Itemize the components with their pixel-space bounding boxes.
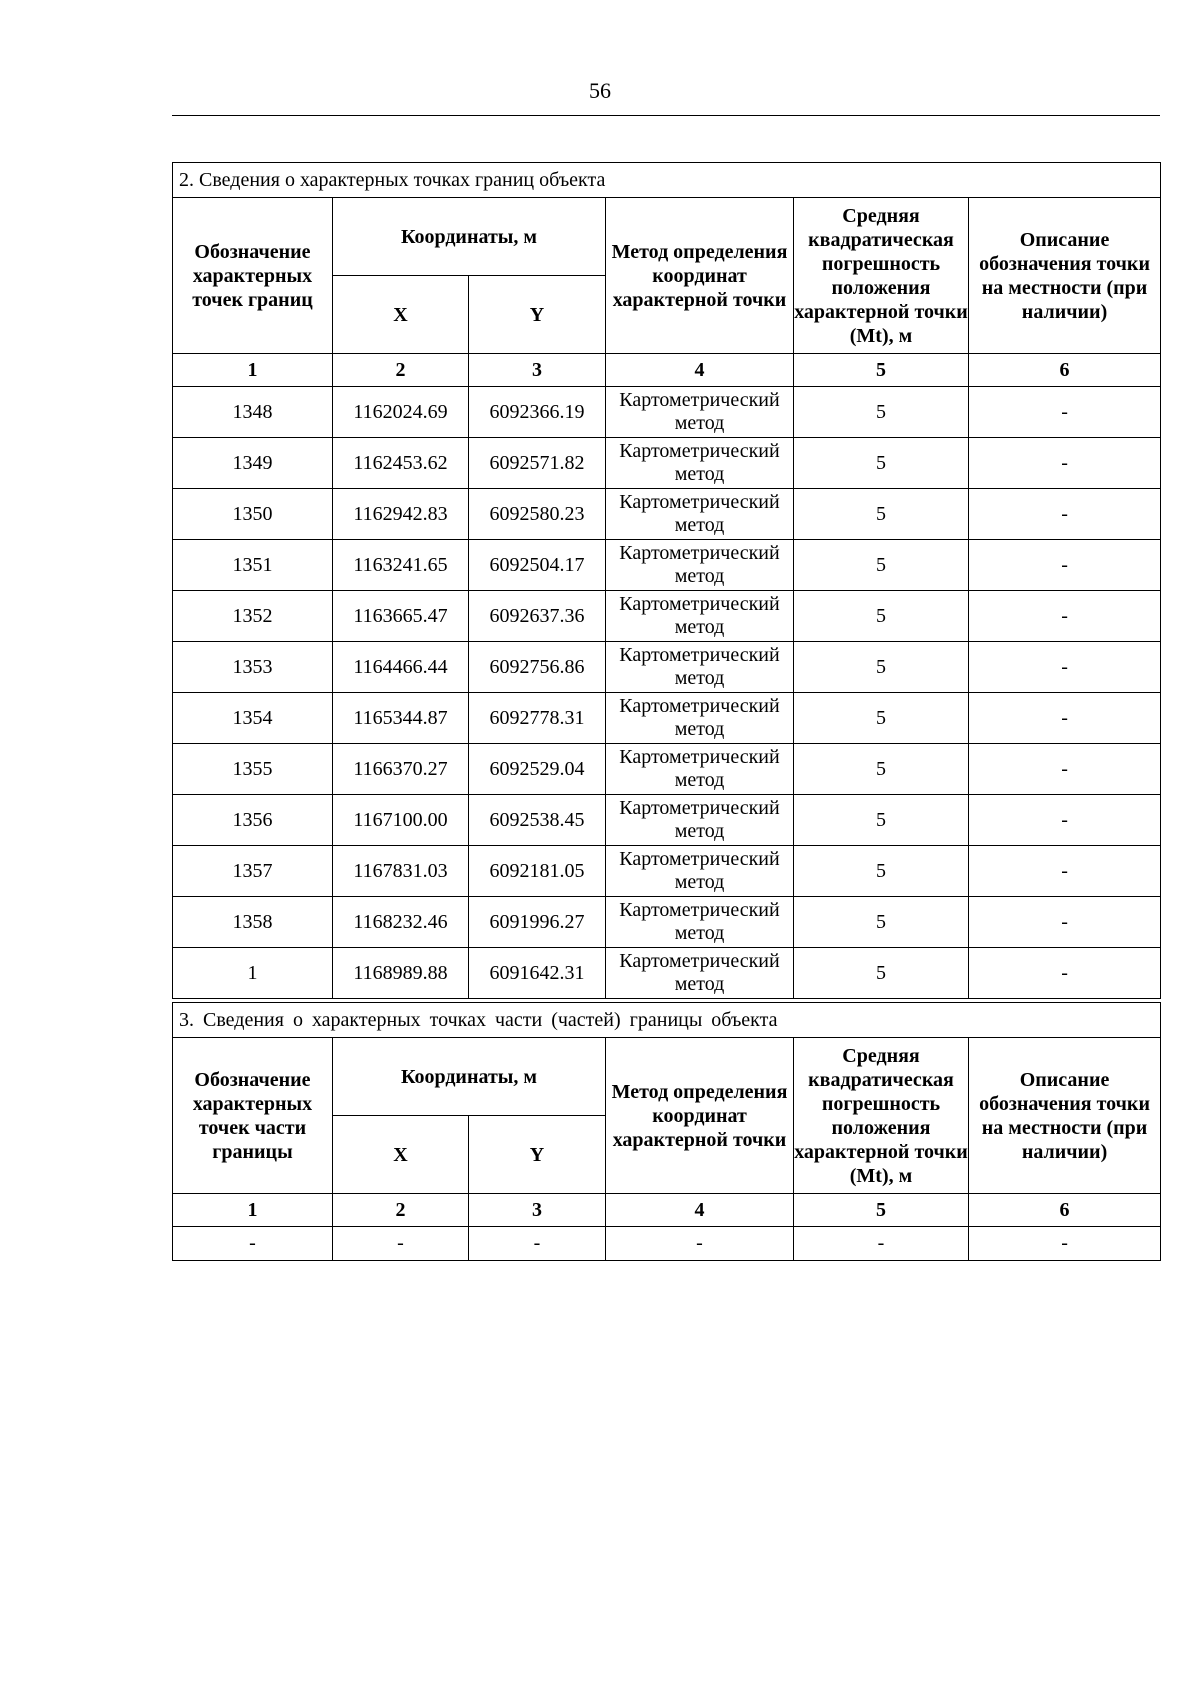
method-cell — [606, 438, 794, 489]
header-x: X — [333, 276, 469, 354]
x-cell: 1164466.44 — [333, 642, 469, 693]
x-cell: 1162453.62 — [333, 438, 469, 489]
header-error: Средняя квадратическая погрешность положения характерной точки (Mt), м — [794, 198, 969, 354]
error-cell: 5 — [794, 387, 969, 438]
header-coordinates: Координаты, м — [333, 198, 606, 276]
description-cell: - — [969, 1227, 1161, 1261]
x-cell: 1163665.47 — [333, 591, 469, 642]
point-cell: 1 — [173, 948, 333, 999]
x-cell: 1163241.65 — [333, 540, 469, 591]
method-cell: - — [606, 1227, 794, 1261]
header-y: Y — [469, 276, 606, 354]
description-cell: - — [969, 591, 1161, 642]
section-3-title-row — [173, 1003, 1161, 1038]
table-row — [173, 642, 1161, 693]
x-cell: 1166370.27 — [333, 744, 469, 795]
method-line-2: метод — [674, 718, 725, 740]
y-cell: 6091642.31 — [469, 948, 606, 999]
table-row — [173, 1227, 1161, 1261]
table-row — [173, 693, 1161, 744]
table-row — [173, 489, 1161, 540]
method-cell — [606, 744, 794, 795]
method-line-1: Картометрический — [619, 848, 780, 870]
method-line-1: Картометрический — [619, 797, 780, 819]
section-2-column-numbers — [173, 354, 1161, 387]
method-line-1: Картометрический — [619, 899, 780, 921]
description-cell: - — [969, 897, 1161, 948]
x-cell: 1162942.83 — [333, 489, 469, 540]
header-designation: Обозначение характерных точек части границы — [173, 1038, 333, 1194]
method-line-2: метод — [674, 514, 725, 536]
y-cell: 6092637.36 — [469, 591, 606, 642]
error-cell: 5 — [794, 744, 969, 795]
table-row — [173, 438, 1161, 489]
point-cell: 1350 — [173, 489, 333, 540]
method-line-2: метод — [674, 463, 725, 485]
header-error: Средняя квадратическая погрешность положения характерной точки (Mt), м — [794, 1038, 969, 1194]
method-line-1: Картометрический — [619, 593, 780, 615]
column-number: 2 — [333, 354, 469, 387]
section-2-table — [172, 162, 1161, 999]
section-3-column-numbers — [173, 1194, 1161, 1227]
method-cell — [606, 387, 794, 438]
error-cell: 5 — [794, 846, 969, 897]
method-line-1: Картометрический — [619, 746, 780, 768]
description-cell: - — [969, 489, 1161, 540]
point-cell: 1349 — [173, 438, 333, 489]
column-number: 2 — [333, 1194, 469, 1227]
header-method: Метод определения координат характерной точки — [606, 198, 794, 354]
description-cell: - — [969, 846, 1161, 897]
method-cell — [606, 642, 794, 693]
header-method: Метод определения координат характерной точки — [606, 1038, 794, 1194]
x-cell: 1165344.87 — [333, 693, 469, 744]
method-line-1: Картометрический — [619, 440, 780, 462]
description-cell: - — [969, 642, 1161, 693]
method-line-1: Картометрический — [619, 491, 780, 513]
x-cell: 1168232.46 — [333, 897, 469, 948]
method-line-1: Картометрический — [619, 950, 780, 972]
method-line-1: Картометрический — [619, 644, 780, 666]
description-cell: - — [969, 387, 1161, 438]
header-description: Описание обозначения точки на местности (при наличии) — [969, 1038, 1161, 1194]
description-cell: - — [969, 744, 1161, 795]
y-cell: 6092504.17 — [469, 540, 606, 591]
error-cell: - — [794, 1227, 969, 1261]
y-cell: 6092571.82 — [469, 438, 606, 489]
table-row — [173, 540, 1161, 591]
y-cell: 6092778.31 — [469, 693, 606, 744]
point-cell: 1355 — [173, 744, 333, 795]
error-cell: 5 — [794, 540, 969, 591]
table-row — [173, 387, 1161, 438]
method-line-2: метод — [674, 616, 725, 638]
method-cell — [606, 846, 794, 897]
method-line-2: метод — [674, 922, 725, 944]
table-row — [173, 744, 1161, 795]
method-line-2: метод — [674, 769, 725, 791]
y-cell: 6092366.19 — [469, 387, 606, 438]
method-cell — [606, 948, 794, 999]
y-cell: 6091996.27 — [469, 897, 606, 948]
x-cell: 1167831.03 — [333, 846, 469, 897]
page-number: 56 — [589, 78, 611, 103]
column-number: 5 — [794, 1194, 969, 1227]
table-row — [173, 591, 1161, 642]
method-cell — [606, 693, 794, 744]
method-cell — [606, 795, 794, 846]
section-2-header-row — [173, 198, 1161, 276]
column-number: 4 — [606, 354, 794, 387]
section-3-title: 3. Сведения о характерных точках части (частей) границы объекта — [173, 1003, 1161, 1038]
error-cell: 5 — [794, 693, 969, 744]
point-cell: 1352 — [173, 591, 333, 642]
table-row — [173, 897, 1161, 948]
method-line-2: метод — [674, 973, 725, 995]
method-line-1: Картометрический — [619, 389, 780, 411]
point-cell: 1356 — [173, 795, 333, 846]
method-line-2: метод — [674, 412, 725, 434]
point-cell: 1354 — [173, 693, 333, 744]
y-cell: 6092756.86 — [469, 642, 606, 693]
y-cell: - — [469, 1227, 606, 1261]
point-cell: - — [173, 1227, 333, 1261]
y-cell: 6092538.45 — [469, 795, 606, 846]
table-row — [173, 795, 1161, 846]
method-line-1: Картометрический — [619, 542, 780, 564]
column-number: 3 — [469, 354, 606, 387]
method-cell — [606, 489, 794, 540]
description-cell: - — [969, 540, 1161, 591]
header-y: Y — [469, 1116, 606, 1194]
method-line-2: метод — [674, 871, 725, 893]
method-cell — [606, 591, 794, 642]
method-line-2: метод — [674, 565, 725, 587]
error-cell: 5 — [794, 897, 969, 948]
header-designation: Обозначение характерных точек границ — [173, 198, 333, 354]
method-line-2: метод — [674, 820, 725, 842]
y-cell: 6092181.05 — [469, 846, 606, 897]
table-row — [173, 948, 1161, 999]
point-cell: 1351 — [173, 540, 333, 591]
section-2-title: 2. Сведения о характерных точках границ объекта — [173, 163, 1161, 198]
column-number: 3 — [469, 1194, 606, 1227]
error-cell: 5 — [794, 795, 969, 846]
section-3-header-row — [173, 1038, 1161, 1116]
section-2-title-row — [173, 163, 1161, 198]
error-cell: 5 — [794, 489, 969, 540]
method-line-1: Картометрический — [619, 695, 780, 717]
method-cell — [606, 897, 794, 948]
description-cell: - — [969, 795, 1161, 846]
column-number: 5 — [794, 354, 969, 387]
header-rule — [172, 115, 1160, 116]
description-cell: - — [969, 948, 1161, 999]
header-x: X — [333, 1116, 469, 1194]
column-number: 6 — [969, 1194, 1161, 1227]
method-line-2: метод — [674, 667, 725, 689]
y-cell: 6092580.23 — [469, 489, 606, 540]
method-cell — [606, 540, 794, 591]
x-cell: 1162024.69 — [333, 387, 469, 438]
point-cell: 1353 — [173, 642, 333, 693]
column-number: 6 — [969, 354, 1161, 387]
section-2-body — [173, 387, 1161, 999]
y-cell: 6092529.04 — [469, 744, 606, 795]
error-cell: 5 — [794, 948, 969, 999]
x-cell: 1168989.88 — [333, 948, 469, 999]
error-cell: 5 — [794, 438, 969, 489]
header-description: Описание обозначения точки на местности (при наличии) — [969, 198, 1161, 354]
column-number: 1 — [173, 1194, 333, 1227]
column-number: 1 — [173, 354, 333, 387]
x-cell: - — [333, 1227, 469, 1261]
header-coordinates: Координаты, м — [333, 1038, 606, 1116]
description-cell: - — [969, 438, 1161, 489]
table-row — [173, 846, 1161, 897]
error-cell: 5 — [794, 642, 969, 693]
section-3-table — [172, 1002, 1161, 1261]
error-cell: 5 — [794, 591, 969, 642]
point-cell: 1348 — [173, 387, 333, 438]
description-cell: - — [969, 693, 1161, 744]
point-cell: 1358 — [173, 897, 333, 948]
column-number: 4 — [606, 1194, 794, 1227]
x-cell: 1167100.00 — [333, 795, 469, 846]
point-cell: 1357 — [173, 846, 333, 897]
